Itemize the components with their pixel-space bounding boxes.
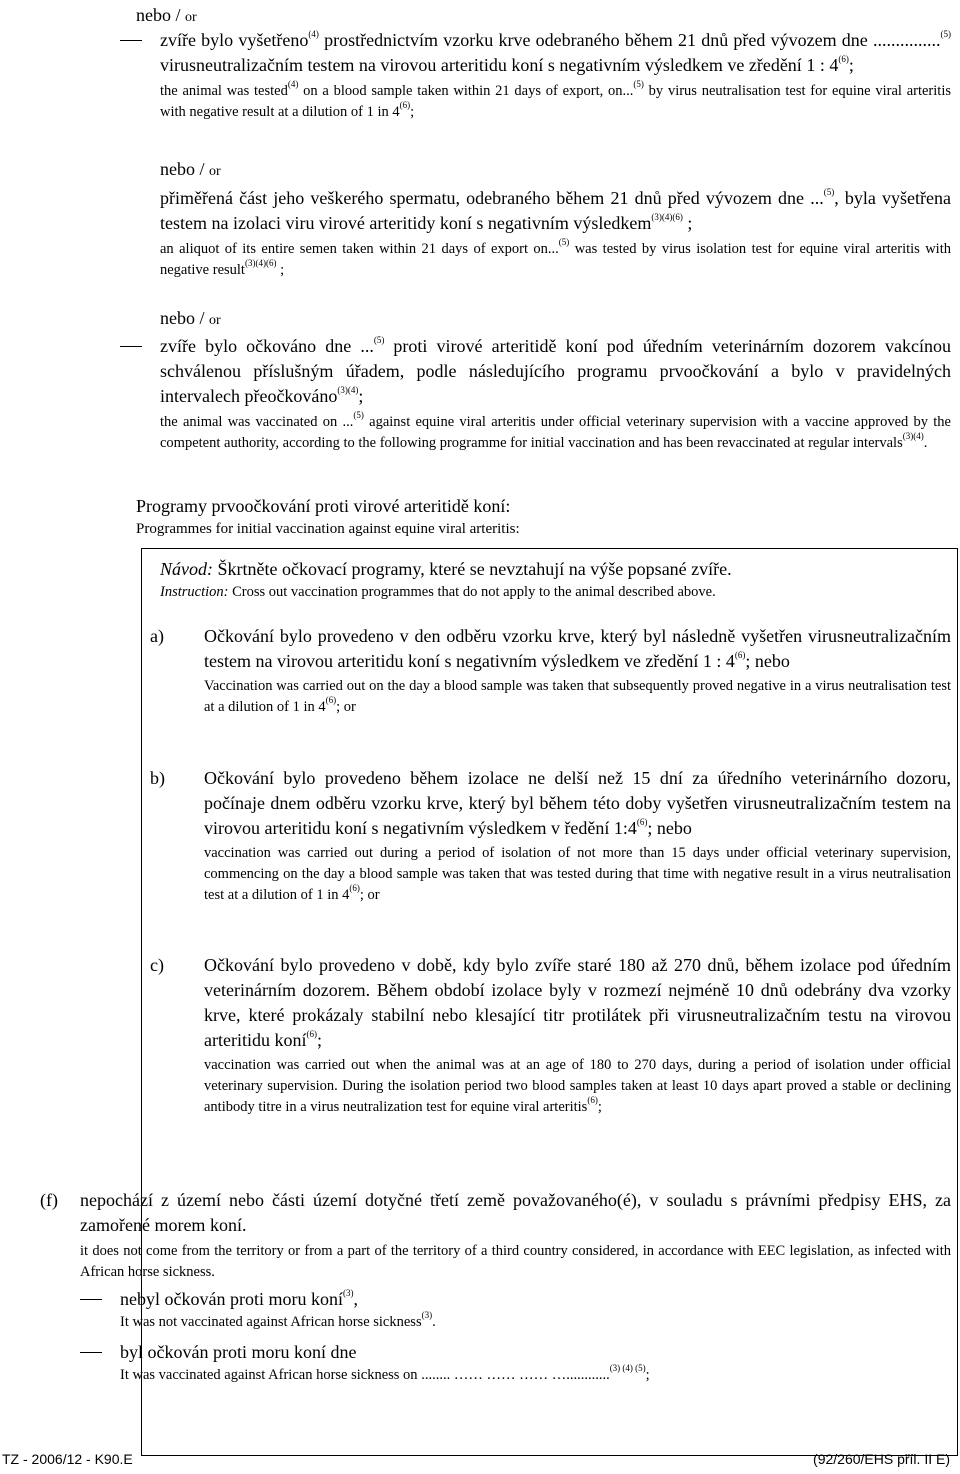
programmes-heading-cz: Programy prvoočkování proti virové arteritidě koní: [136,496,511,516]
nebo-or-3: nebo / or [160,308,221,328]
section-f-option-1: nebyl očkován proti moru koní$^{(3)}$, It was not vaccinated against African horse sickness$^{(3)}$. [120,1287,950,1333]
instruction-en: Instruction: Cross out vaccination programmes that do not apply to the animal described above. [160,584,716,600]
instruction [160,557,950,603]
blood-test-cz: zvíře bylo vyšetřeno$^{(4)}$ prostřednictvím vzorku krve odebraného během 21 dnů před vývozem dne ...............$^{(5)}$ virusneutralizačním testem na virovou arteritidu koní s negativním výsledkem ve zředění 1 : 4$^{(6)}$; [160,29,951,75]
nebo-or-2: nebo / or [160,159,221,179]
nebo-or-1: nebo / or [136,5,197,25]
section-f-label: (f) [40,1190,58,1210]
section-f-option-2: byl očkován proti moru koní dne It was vaccinated against African horse sickness on ........ …… …… …… …............$^{(3) (4) (5)}$; [120,1340,950,1386]
programmes-heading [136,494,520,540]
option-semen-test [160,186,951,281]
dash-bullet [80,1299,102,1300]
footer-right: (92/260/EHS příl. II E) [813,1451,950,1467]
option-vaccinated [160,334,951,454]
option-blood-test [160,28,951,123]
dash-bullet [80,1352,102,1353]
instruction-cz: Návod: Škrtněte očkovací programy, které se nevztahují na výše popsané zvíře. [160,559,732,579]
vaccinated-cz: zvíře bylo očkováno dne ...$^{(5)}$ proti virové arteritidě koní pod úředním veterinárním dozorem vakcínou schválenou příslušným úřadem, podle následujícího programu prvoočkování a bylo v pravidelných intervalech přeočkováno$^{(3)(4)}$; [160,335,952,406]
footer-left: TZ - 2006/12 - K90.E [2,1451,133,1467]
item-label-b: b) [150,768,165,788]
semen-test-cz: přiměřená část jeho veškerého spermatu, odebraného během 21 dnů před vývozem dne ...$^{(5)}$, byla vyšetřena testem na izolaci viru virové arteritidy koní s negativním výsledkem$^{(3)(4)(6)}$ ; [160,187,951,233]
vaccinated-en: the animal was vaccinated on ...$^{(5)}$ against equine viral arteritis under official veterinary supervision with a vaccine approved by the competent authority, according to the following programme for initial vaccination and has been revaccinated at regular intervals$^{(3)(4)}$. [160,410,951,451]
item-label-a: a) [150,626,164,646]
programme-item-b: Očkování bylo provedeno během izolace ne delší než 15 dní za úředního veterinárního dozoru, počínaje dnem odběru vzorku krve, který byl během této doby vyšetřen virusneutralizačním testem na virovou arteritidu koní s negativním výsledkem v ředění 1:4$^{(6)}$; nebo vaccination was carried out during a period of isolation of not more than 15 days under official veterinary supervision, commencing on the day a blood sample was taken that was tested during that time with negative result in a virus neutralisation test at a dilution of 1 in 4$^{(6)}$; or [204,768,951,903]
blood-test-en: the animal was tested$^{(4)}$ on a blood sample taken within 21 days of export, on...$^{(5)}$ by virus neutralisation test for equine viral arteritis with negative result at a dilution of 1 in 4$^{(6)}$; [160,79,951,120]
dash-bullet [120,346,142,347]
item-label-c: c) [150,955,164,975]
programme-item-a: Očkování bylo provedeno v den odběru vzorku krve, který byl následně vyšetřen virusneutralizačním testem na virovou arteritidu koní s negativním výsledkem ve zředění 1 : 4$^{(6)}$; nebo Vaccination was carried out on the day a blood sample was taken that subsequently proved negative in a virus neutralisation test at a dilution of 1 in 4$^{(6)}$; or [204,626,951,715]
programmes-heading-en: Programmes for initial vaccination against equine viral arteritis: [136,521,520,537]
section-f: nepochází z území nebo části území dotyčné třetí země považovaného(é), v souladu s právními předpisy EHS, za zamořené morem koní. it does not come from the territory or from a part of the territory of a third country considered, in accordance with EEC legislation, as infected with African horse sickness. [80,1190,951,1280]
semen-test-en: an aliquot of its entire semen taken within 21 days of export on...$^{(5)}$ was tested by virus isolation test for equine viral arteritis with negative result$^{(3)(4)(6)}$ ; [160,237,951,278]
dash-bullet [120,40,142,41]
programme-item-c: Očkování bylo provedeno v době, kdy bylo zvíře staré 180 až 270 dnů, během izolace pod úředním veterinárním dozorem. Během období izolace byly v rozmezí nejméně 10 dnů odebrány dva vzorky krve, které prokázaly stabilní nebo klesající titr protilátek při virusneutralizačním testu na virovou arteritidu koní$^{(6)}$; vaccination was carried out when the animal was at an age of 180 to 270 days, during a period of isolation under official veterinary supervision. During the isolation period two blood samples taken at least 10 days apart proved a stable or declining antibody titre in a virus neutralization test for equine viral arteritis$^{(6)}$; [204,955,951,1115]
